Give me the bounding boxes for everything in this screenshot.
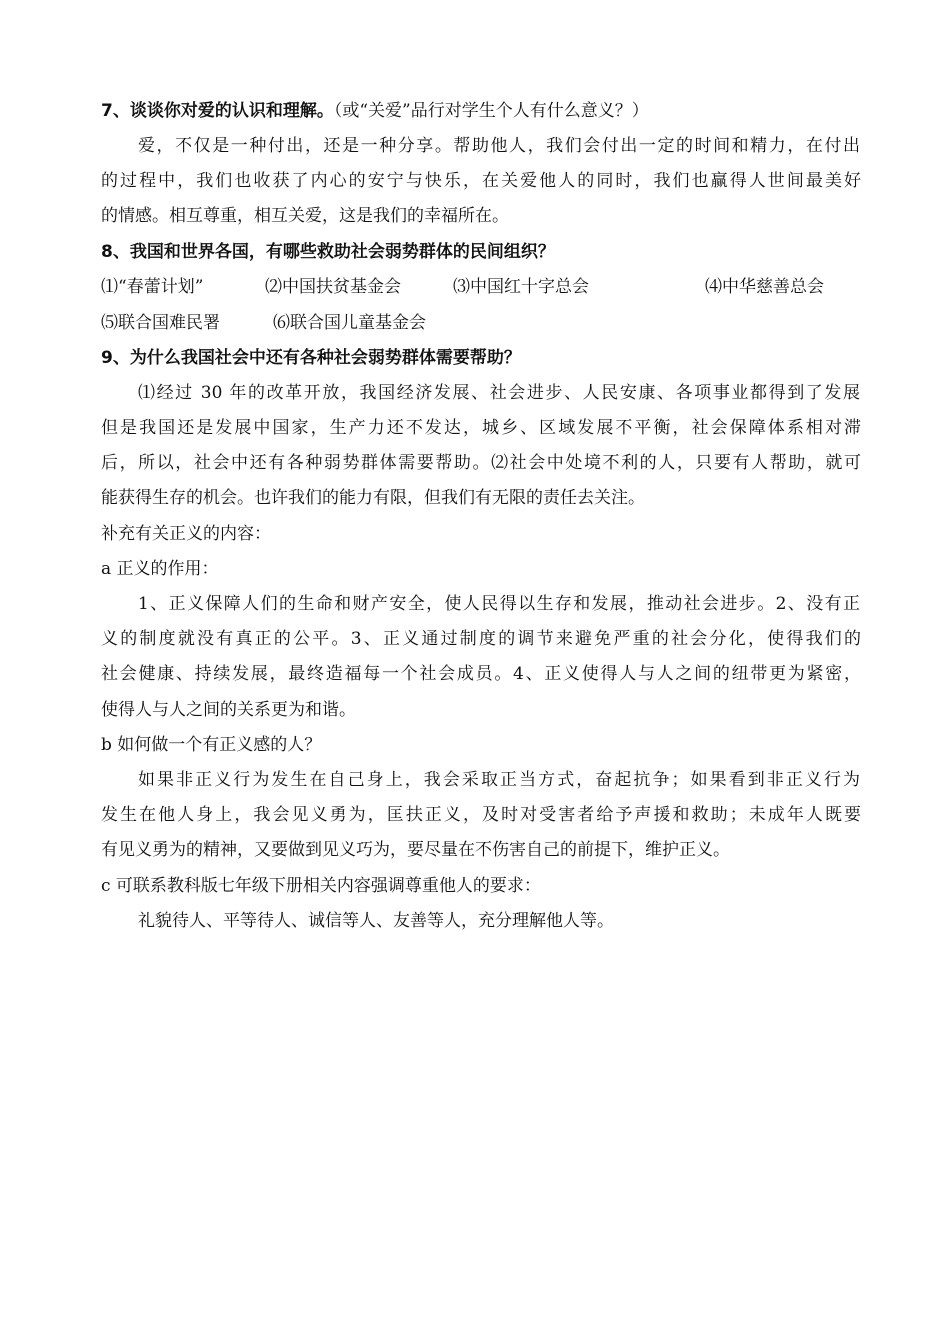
supplement-a-line: 义的制度就没有真正的公平。3、正义通过制度的调节来避免严重的社会分化，使得我们的 bbox=[101, 629, 861, 649]
q9-answer-line: 能获得生存的机会。也许我们的能力有限，但我们有无限的责任去关注。 bbox=[101, 488, 645, 508]
supplement-b-line: 如果非正义行为发生在自己身上，我会采取正当方式，奋起抗争；如果看到非正义行为 bbox=[138, 770, 860, 790]
supplement-a-line: 1、正义保障人们的生命和财产安全，使人民得以生存和发展，推动社会进步。2、没有正 bbox=[138, 594, 860, 614]
supplement-a-line: 社会健康、持续发展，最终造福每一个社会成员。4、正义使得人与人之间的纽带更为紧密， bbox=[101, 664, 861, 684]
q8-title: 8、我国和世界各国，有哪些救助社会弱势群体的民间组织？ bbox=[101, 242, 555, 262]
supplement-b-title: b 如何做一个有正义感的人？ bbox=[101, 735, 322, 755]
supplement-a-title: a 正义的作用： bbox=[101, 559, 219, 579]
q9-answer-line: 后，所以，社会中还有各种弱势群体需要帮助。⑵社会中处境不利的人，只要有人帮助，就可 bbox=[101, 453, 861, 473]
supplement-b-line: 发生在他人身上，我会见义勇为，匡扶正义，及时对受害者给予声援和救助；未成年人既要 bbox=[101, 805, 861, 825]
q7-answer-line: 的情感。相互尊重，相互关爱，这是我们的幸福所在。 bbox=[101, 206, 509, 226]
q7-note: （或“关爱”品行对学生个人有什么意义？） bbox=[333, 101, 649, 121]
q9-answer-line: 但是我国还是发展中国家，生产力还不发达，城乡、区域发展不平衡，社会保障体系相对滞 bbox=[101, 418, 861, 438]
q8-org-item: ⑴“春蕾计划” bbox=[101, 277, 204, 297]
q8-org-item: ⑶中国红十字总会 bbox=[453, 277, 589, 297]
supplement-c-line: 礼貌待人、平等待人、诚信等人、友善等人，充分理解他人等。 bbox=[138, 911, 614, 931]
q7-heading bbox=[101, 99, 861, 125]
q9-answer-line: ⑴经过 30 年的改革开放，我国经济发展、社会进步、人民安康、各项事业都得到了发展 bbox=[138, 383, 860, 403]
q7-title: 7、谈谈你对爱的认识和理解。 bbox=[101, 101, 334, 121]
q8-org-item: ⑵中国扶贫基金会 bbox=[265, 277, 401, 297]
supplement-c-title: c 可联系教科版七年级下册相关内容强调尊重他人的要求： bbox=[101, 876, 541, 896]
q8-org-item: ⑷中华慈善总会 bbox=[705, 277, 824, 297]
supplement-b-line: 有见义勇为的精神，又要做到见义巧为，要尽量在不伤害自己的前提下，维护正义。 bbox=[101, 840, 730, 860]
q7-answer-line: 的过程中，我们也收获了内心的安宁与快乐，在关爱他人的同时，我们也赢得人世间最美好 bbox=[101, 171, 861, 191]
q8-org-item: ⑹联合国儿童基金会 bbox=[273, 313, 426, 333]
supplement-a-line: 使得人与人之间的关系更为和谐。 bbox=[101, 700, 356, 720]
q9-title: 9、为什么我国社会中还有各种社会弱势群体需要帮助？ bbox=[101, 348, 521, 368]
supplement-title: 补充有关正义的内容： bbox=[101, 524, 271, 544]
q7-answer-line: 爱，不仅是一种付出，还是一种分享。帮助他人，我们会付出一定的时间和精力，在付出 bbox=[138, 136, 860, 156]
q8-org-item: ⑸联合国难民署 bbox=[101, 313, 220, 333]
